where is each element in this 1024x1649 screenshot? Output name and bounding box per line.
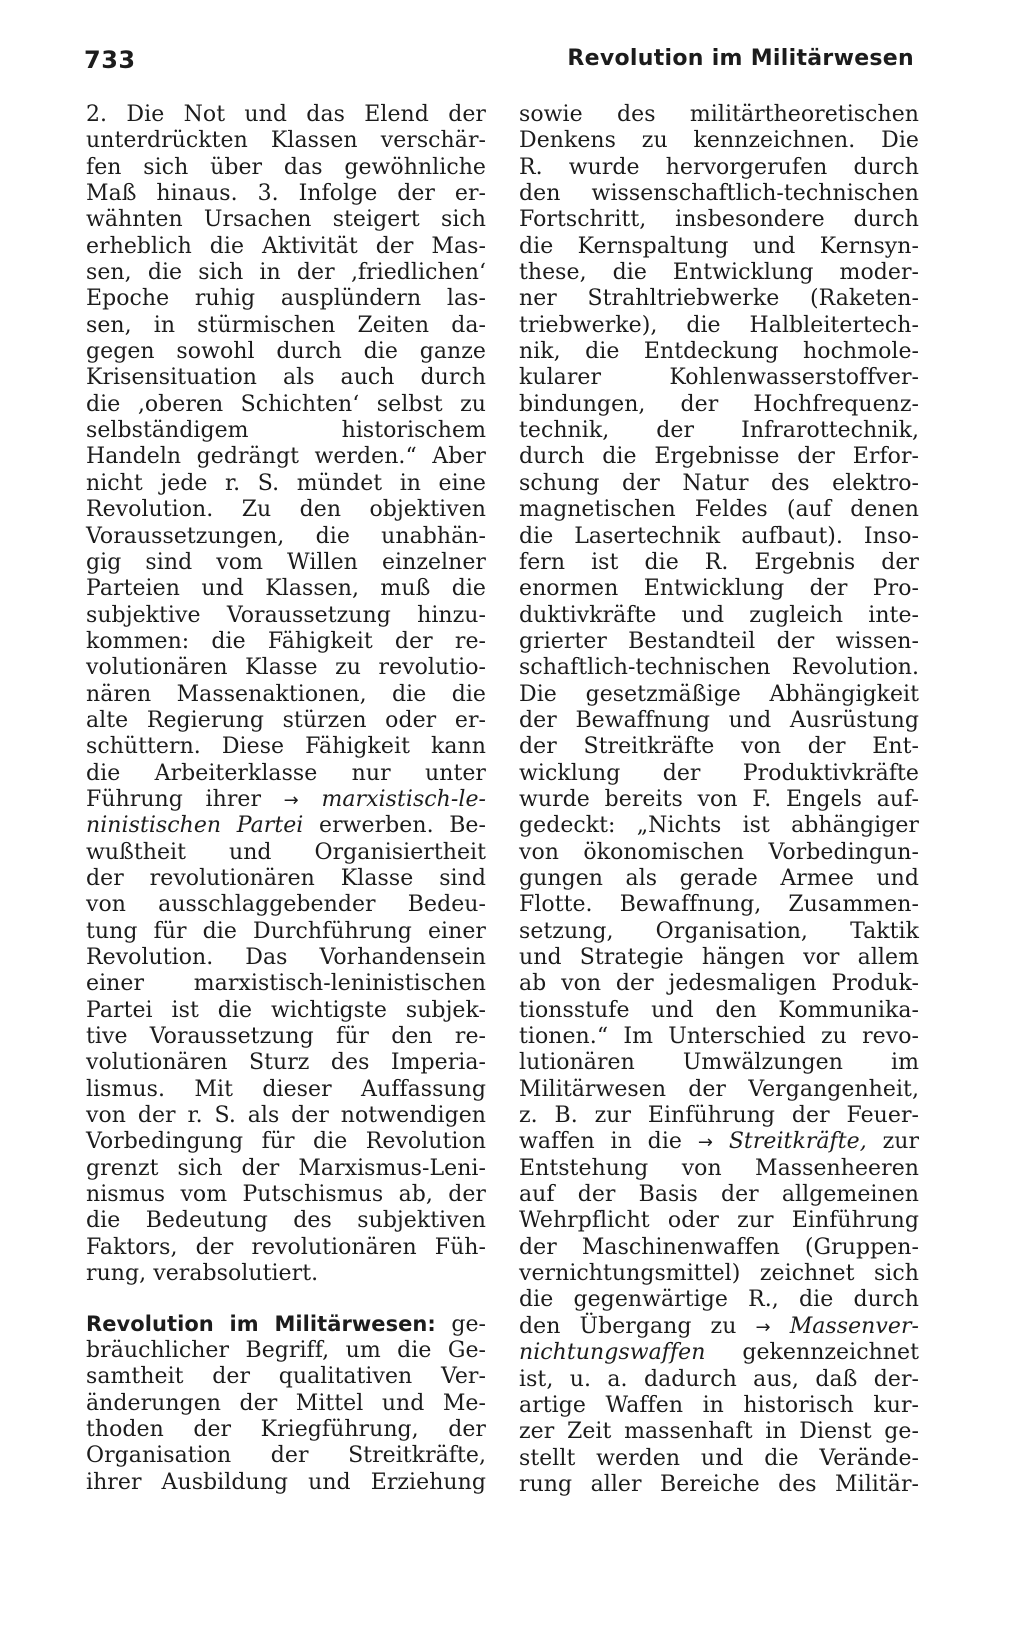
text-line: die gegenwärtige R., die durch: [519, 1287, 919, 1313]
left-paragraph-continued: [86, 840, 486, 1288]
text-line: sen, die sich in der ‚friedlichen‘: [86, 260, 486, 286]
text-line: von ökonomischen Vorbedingun-: [519, 839, 919, 865]
text-line: den Übergang zu → Massenver-: [519, 1313, 919, 1339]
text-line: ninistischen Partei erwerben. Be-: [86, 813, 486, 839]
text-line: Handeln gedrängt werden.“ Aber: [86, 444, 486, 470]
text-line: Maß hinaus. 3. Infolge der er-: [86, 181, 486, 207]
text-line: fen sich über das gewöhnliche: [86, 154, 486, 180]
text-line: wicklung der Produktivkräfte: [519, 760, 919, 786]
text-line: zer Zeit massenhaft in Dienst ge-: [519, 1419, 919, 1445]
text-line: die ‚oberen Schichten‘ selbst zu: [86, 391, 486, 417]
text-line: der revolutionären Klasse sind: [86, 865, 486, 891]
text-line: unterdrückten Klassen verschär-: [86, 128, 486, 154]
text-line: ner Strahltriebwerke (Raketen-: [519, 286, 919, 312]
left-paragraph: [86, 102, 486, 787]
text-line: sen, in stürmischen Zeiten da-: [86, 312, 486, 338]
text-line: rung, verabsolutiert.: [86, 1261, 319, 1287]
text-line: grenzt sich der Marxismus-Leni-: [86, 1155, 486, 1181]
text-line: nismus vom Putschismus ab, der: [86, 1182, 486, 1208]
text-line: volutionären Klasse zu revolutio-: [86, 655, 486, 681]
text-line: kularer Kohlenwasserstoffver-: [519, 365, 919, 391]
text-line: technik, der Infrarottechnik,: [519, 418, 919, 444]
text-line: Fortschritt, insbesondere durch: [519, 207, 919, 233]
text-line: Voraussetzungen, die unabhän-: [86, 523, 486, 549]
running-title: Revolution im Militärwesen: [567, 46, 914, 71]
text-line: Denkens zu kennzeichnen. Die: [519, 128, 919, 154]
text-line: gegen sowohl durch die ganze: [86, 339, 486, 365]
right-paragraph: [519, 102, 919, 1129]
text-line: selbständigem historischem: [86, 418, 486, 444]
text-line: samtheit der qualitativen Ver-: [86, 1364, 486, 1390]
text-line: R. wurde hervorgerufen durch: [519, 154, 919, 180]
text-line: setzung, Organisation, Taktik: [519, 918, 919, 944]
text-line: artige Waffen in historisch kur-: [519, 1392, 919, 1418]
page-header: [84, 46, 914, 80]
text-line: die Arbeiterklasse nur unter: [86, 760, 486, 786]
text-line: Die gesetzmäßige Abhängigkeit: [519, 681, 919, 707]
cross-reference: Massenver-: [789, 1313, 919, 1339]
text-line: ist, u. a. dadurch aus, daß der-: [519, 1366, 919, 1392]
text-line: triebwerke), die Halbleitertech-: [519, 312, 919, 338]
text-line: von ausschlaggebender Bedeu-: [86, 892, 486, 918]
arrow-icon: →: [755, 1316, 771, 1338]
text-line: thoden der Kriegführung, der: [86, 1416, 486, 1442]
text-line: fern ist die R. Ergebnis der: [519, 549, 919, 575]
entry-heading-line: Revolution im Militärwesen: ge-: [86, 1312, 486, 1338]
text-line: nären Massenaktionen, die die: [86, 681, 486, 707]
text-line: der Bewaffnung und Ausrüstung: [519, 707, 919, 733]
text-line: erheblich die Aktivität der Mas-: [86, 233, 486, 259]
text-line: schung der Natur des elektro-: [519, 470, 919, 496]
text-line: auf der Basis der allgemeinen: [519, 1182, 919, 1208]
arrow-icon: →: [283, 789, 299, 811]
text-line: wußtheit und Organisiertheit: [86, 839, 486, 865]
text-line: Parteien und Klassen, muß die: [86, 576, 486, 602]
text-line: nik, die Entdeckung hochmole-: [519, 339, 919, 365]
text-line: duktivkräfte und zugleich inte-: [519, 602, 919, 628]
text-line: Führung ihrer → marxistisch-le-: [86, 786, 487, 812]
right-column: [519, 102, 919, 1498]
text-line: der Maschinenwaffen (Gruppen-: [519, 1234, 919, 1260]
text-line: vernichtungsmittel) zeichnet sich: [519, 1261, 919, 1287]
left-column: [86, 102, 486, 1496]
text-line: gig sind vom Willen einzelner: [86, 549, 486, 575]
right-paragraph-end: [519, 1367, 919, 1499]
entry-term: Revolution im Militärwesen:: [86, 1312, 436, 1337]
text-line: alte Regierung stürzen oder er-: [86, 707, 486, 733]
text-line: schaftlich-technischen Revolution.: [519, 655, 919, 681]
text-line: 2. Die Not und das Elend der: [86, 102, 486, 127]
right-paragraph-continued: [519, 1156, 919, 1314]
text-line: und Strategie hängen vor allem: [519, 945, 919, 970]
text-line: stellt werden und die Verände-: [519, 1445, 919, 1471]
entry-text: [86, 1338, 486, 1496]
text-line: tionen.“ Im Unterschied zu revo-: [519, 1024, 919, 1050]
text-line: einer marxistisch-leninistischen: [86, 971, 486, 997]
text-line: durch die Ergebnisse der Erfor-: [519, 444, 919, 470]
text-line: die Lasertechnik aufbaut). Inso-: [519, 523, 919, 549]
text-line: Flotte. Bewaffnung, Zusammen-: [519, 892, 919, 918]
text-line: enormen Entwicklung der Pro-: [519, 576, 919, 602]
text-line: die Bedeutung des subjektiven: [86, 1208, 486, 1234]
text-line: wurde bereits von F. Engels auf-: [519, 786, 919, 812]
cross-reference: Streitkräfte,: [728, 1129, 867, 1155]
text-line: rung aller Bereiche des Militär-: [519, 1471, 919, 1497]
text-line: bindungen, der Hochfrequenz-: [519, 391, 919, 417]
paragraph-gap: [86, 1287, 486, 1311]
text-line: Vorbedingung für die Revolution: [86, 1129, 486, 1155]
text-line: these, die Entwicklung moder-: [519, 260, 919, 286]
text-line: der Streitkräfte von der Ent-: [519, 734, 919, 760]
text-line: z. B. zur Einführung der Feuer-: [519, 1103, 919, 1129]
cross-reference: ninistischen Partei: [86, 813, 304, 839]
text-line: nicht jede r. S. mündet in eine: [86, 470, 486, 496]
text-line: den wissenschaftlich-technischen: [519, 181, 919, 207]
text-line: Organisation der Streitkräfte,: [86, 1443, 486, 1469]
text-line: Militärwesen der Vergangenheit,: [519, 1076, 919, 1102]
text-line: von der r. S. als der notwendigen: [86, 1103, 486, 1129]
text-line: Wehrpflicht oder zur Einführung: [519, 1208, 919, 1234]
text-line: gedeckt: „Nichts ist abhängiger: [519, 813, 919, 839]
text-line: Faktors, der revolutionären Füh-: [86, 1234, 486, 1260]
page-number: 733: [84, 46, 136, 74]
text-line: nichtungswaffen gekennzeichnet: [519, 1340, 919, 1366]
text-line: tive Voraussetzung für den re-: [86, 1024, 486, 1050]
text-line: subjektive Voraussetzung hinzu-: [86, 602, 486, 628]
text-line: sowie des militärtheoretischen: [519, 102, 919, 127]
text-line: Partei ist die wichtigste subjek-: [86, 997, 486, 1023]
text-line: Revolution. Das Vorhandensein: [86, 945, 486, 970]
text-line: Entstehung von Massenheeren: [519, 1155, 919, 1181]
text-line: schüttern. Diese Fähigkeit kann: [86, 734, 486, 760]
text-line: grierter Bestandteil der wissen-: [519, 628, 919, 654]
text-line: die Kernspaltung und Kernsyn-: [519, 233, 919, 259]
text-line: änderungen der Mittel und Me-: [86, 1390, 486, 1416]
text-line: Epoche ruhig ausplündern las-: [86, 286, 486, 312]
text-line: Krisensituation als auch durch: [86, 365, 486, 391]
text-line: bräuchlicher Begriff, um die Ge-: [86, 1337, 486, 1363]
text-line: magnetischen Feldes (auf denen: [519, 497, 919, 523]
arrow-icon: →: [697, 1132, 713, 1154]
cross-reference: marxistisch-le-: [321, 786, 487, 812]
text-line: Revolution. Zu den objektiven: [86, 497, 486, 523]
text-line: ihrer Ausbildung und Erziehung: [86, 1469, 486, 1495]
text-line: volutionären Sturz des Imperia-: [86, 1050, 486, 1076]
text-line: tung für die Durchführung einer: [86, 918, 486, 944]
text-line: lismus. Mit dieser Auffassung: [86, 1076, 486, 1102]
text-line: wähnten Ursachen steigert sich: [86, 207, 486, 233]
text-line: kommen: die Fähigkeit der re-: [86, 628, 486, 654]
text-line: waffen in die → Streitkräfte, zur: [519, 1129, 920, 1155]
text-line: tionsstufe und den Kommunika-: [519, 997, 919, 1023]
text-line: gungen als gerade Armee und: [519, 865, 919, 891]
text-line: ab von der jedesmaligen Produk-: [519, 971, 919, 997]
cross-reference: nichtungswaffen: [519, 1340, 706, 1366]
text-line: lutionären Umwälzungen im: [519, 1050, 919, 1076]
